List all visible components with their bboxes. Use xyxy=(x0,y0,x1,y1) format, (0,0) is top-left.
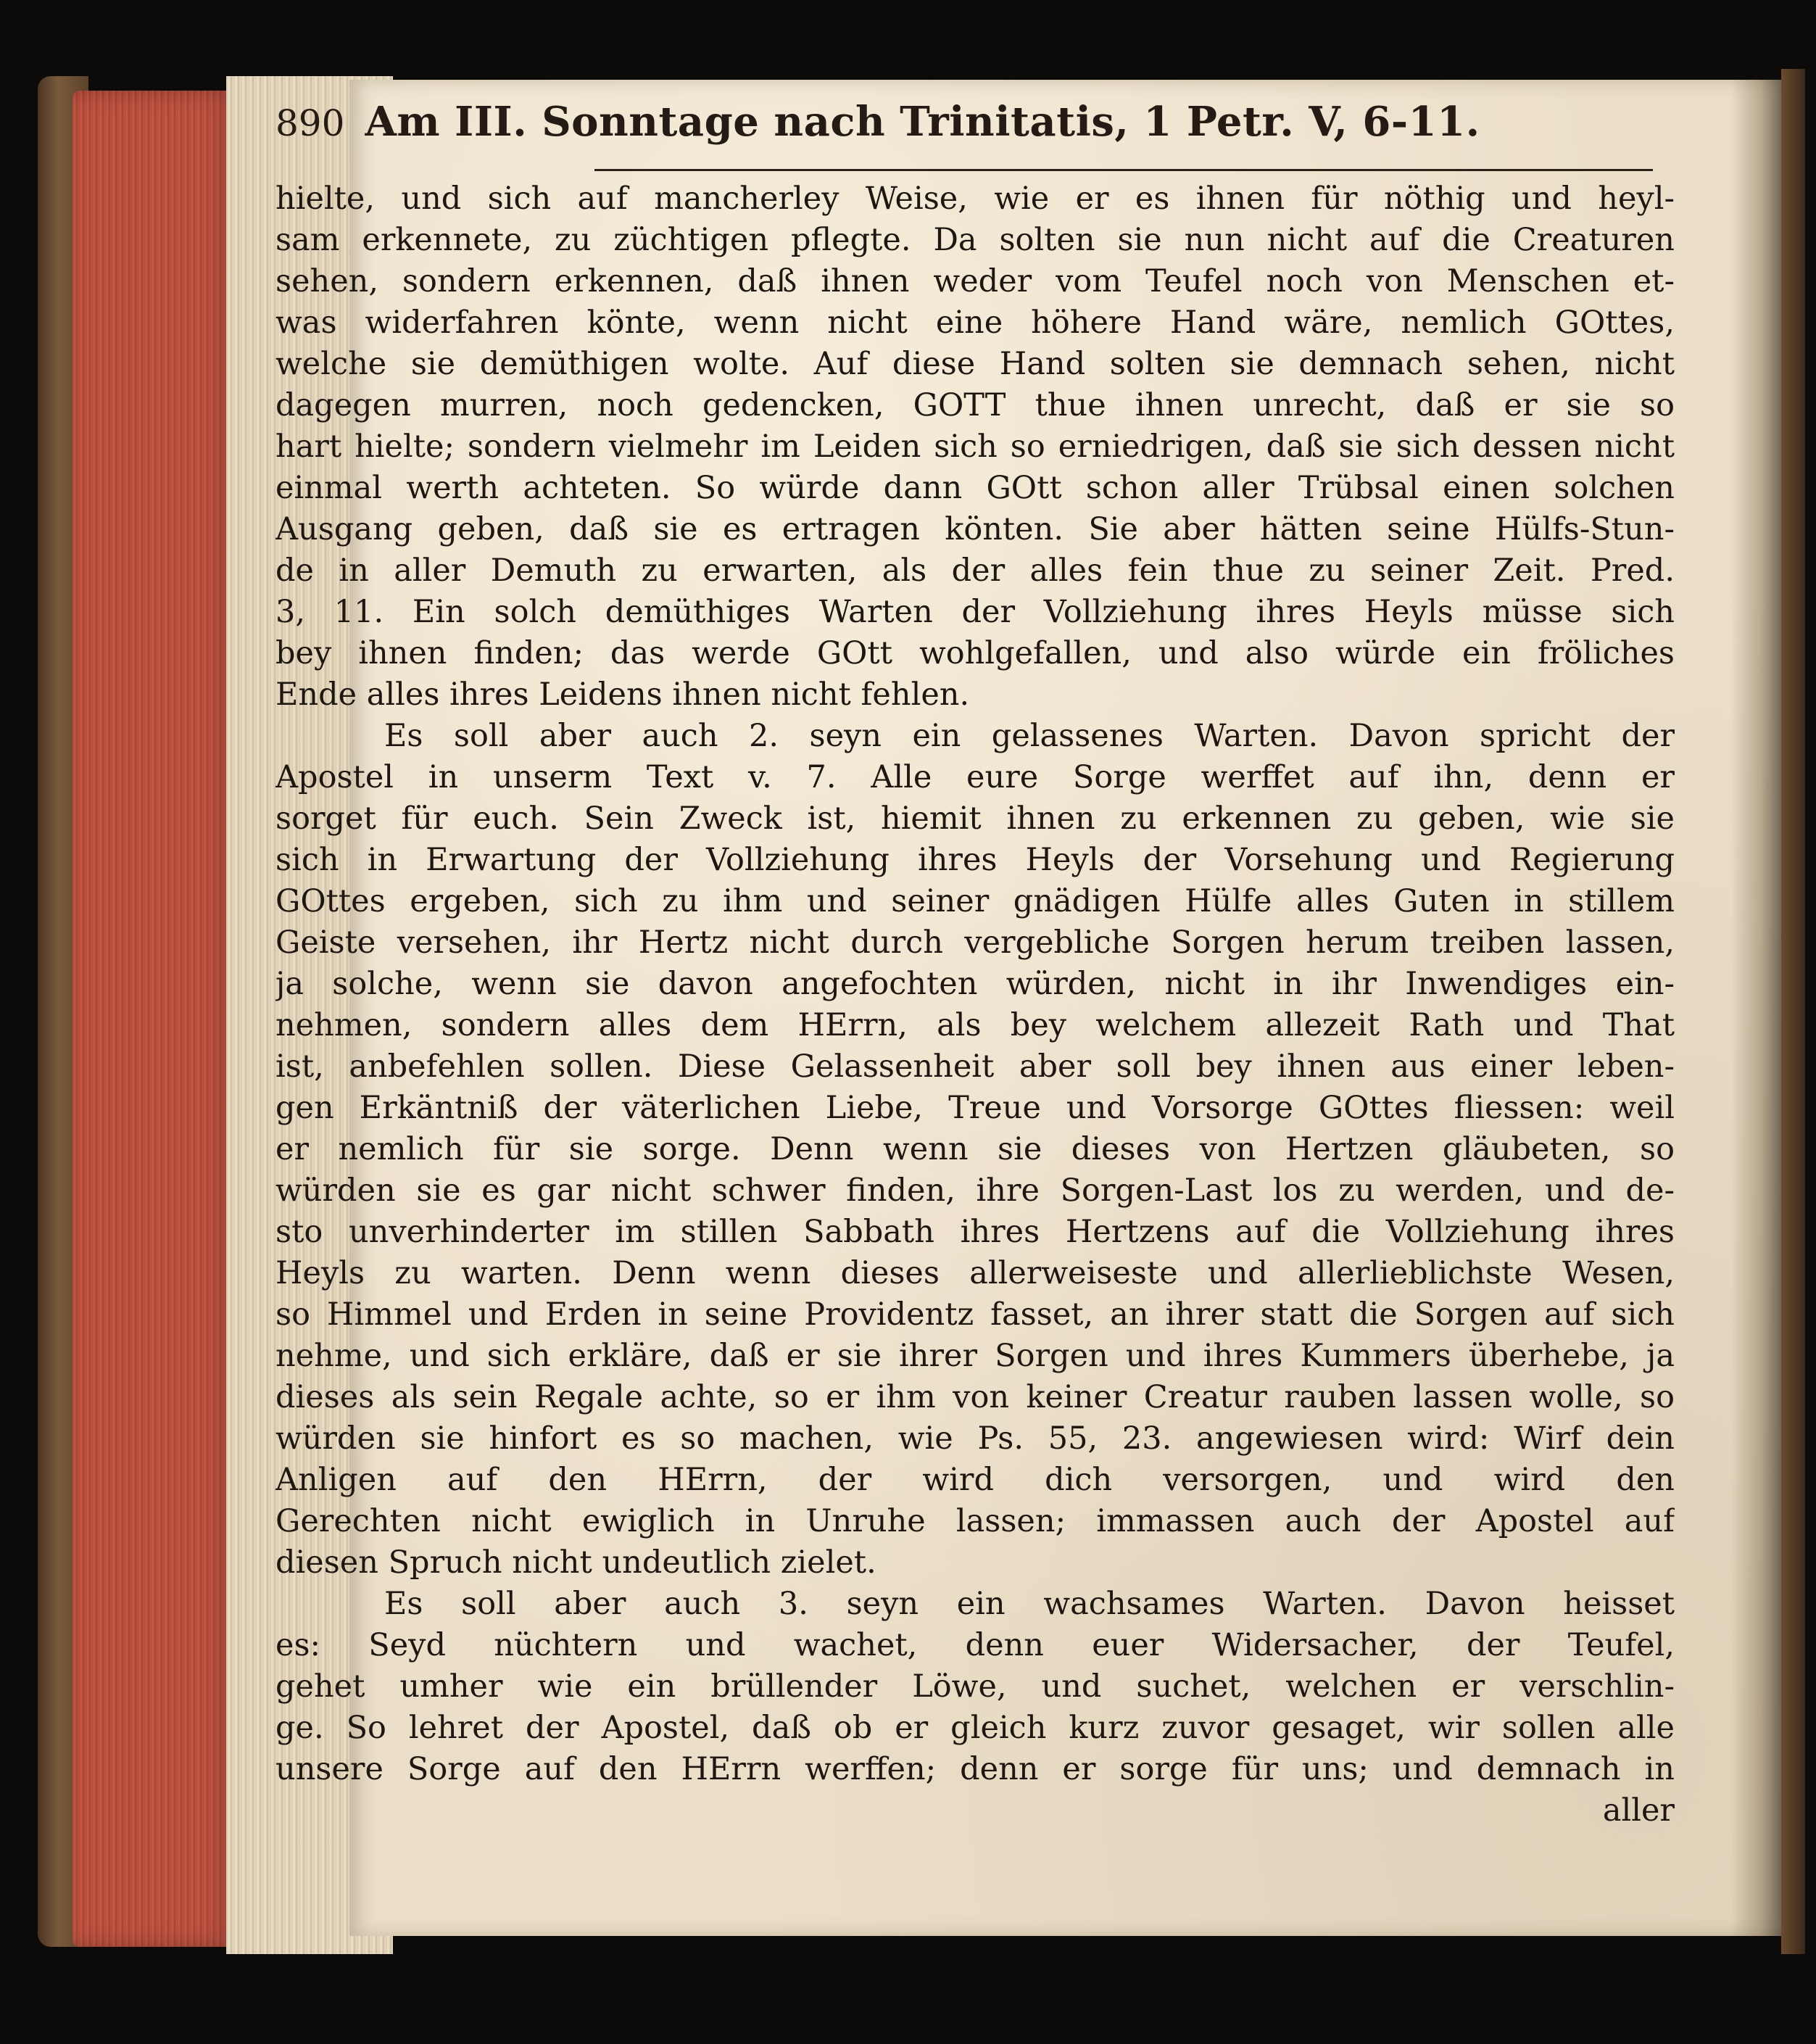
text-line: sehen, sondern erkennen, daß ihnen weder vom Teufel noch von Menschen et- xyxy=(275,263,1675,299)
catchword: aller xyxy=(1602,1792,1675,1829)
text-line: unsere Sorge auf den HErrn werffen; denn er sorge für uns; und demnach in xyxy=(275,1751,1675,1787)
paragraph-start-line: Es soll aber auch 2. seyn ein gelassenes Warten. Davon spricht der xyxy=(384,718,1675,754)
text-line: gehet umher wie ein brüllender Löwe, und suchet, welchen er verschlin- xyxy=(275,1668,1675,1705)
text-line: so Himmel und Erden in seine Providentz fasset, an ihrer statt die Sorgen auf sich xyxy=(275,1296,1675,1333)
page-gutter xyxy=(1730,80,1781,1936)
text-line: hielte, und sich auf mancherley Weise, wie er es ihnen für nöthig und heyl- xyxy=(275,181,1675,217)
text-line: es: Seyd nüchtern und wachet, denn euer Widersacher, der Teufel, xyxy=(275,1627,1675,1663)
text-line: ist, anbefehlen sollen. Diese Gelassenheit aber soll bey ihnen aus einer leben- xyxy=(275,1048,1675,1085)
text-line: Ende alles ihres Leidens ihnen nicht fehlen. xyxy=(275,676,970,713)
text-line: ja solche, wenn sie davon angefochten würden, nicht in ihr Inwendiges ein- xyxy=(275,966,1675,1002)
text-line: sto unverhinderter im stillen Sabbath ihres Hertzens auf die Vollziehung ihres xyxy=(275,1214,1675,1250)
text-line: Anligen auf den HErrn, der wird dich versorgen, und wird den xyxy=(275,1462,1675,1498)
text-line: nehme, und sich erkläre, daß er sie ihrer Sorgen und ihres Kummers überhebe, ja xyxy=(275,1338,1675,1374)
text-line: Ausgang geben, daß sie es ertragen könten. Sie aber hätten seine Hülfs-Stun- xyxy=(275,511,1675,547)
text-line: sich in Erwartung der Vollziehung ihres Heyls der Vorsehung und Regierung xyxy=(275,842,1675,878)
text-line: Heyls zu warten. Denn wenn dieses allerweiseste und allerlieblichste Wesen, xyxy=(275,1255,1675,1291)
text-line: hart hielte; sondern vielmehr im Leiden sich so erniedrigen, daß sie sich dessen nicht xyxy=(275,429,1675,465)
text-line: gen Erkäntniß der väterlichen Liebe, Treue und Vorsorge GOttes fliessen: weil xyxy=(275,1090,1675,1126)
text-line: bey ihnen finden; das werde GOtt wohlgefallen, und also würde ein fröliches xyxy=(275,635,1675,671)
text-line: de in aller Demuth zu erwarten, als der alles fein thue zu seiner Zeit. Pred. xyxy=(275,553,1675,589)
text-line: ge. So lehret der Apostel, daß ob er gleich kurz zuvor gesaget, wir sollen alle xyxy=(275,1710,1675,1746)
page-number: 890 xyxy=(275,102,345,144)
text-line: sam erkennete, zu züchtigen pflegte. Da solten sie nun nicht auf die Creaturen xyxy=(275,222,1675,258)
text-line: GOttes ergeben, sich zu ihm und seiner gnädigen Hülfe alles Guten in stillem xyxy=(275,883,1675,919)
text-line: Gerechten nicht ewiglich in Unruhe lassen; immassen auch der Apostel auf xyxy=(275,1503,1675,1539)
text-line: nehmen, sondern alles dem HErrn, als bey welchem allezeit Rath und That xyxy=(275,1007,1675,1043)
text-line: dagegen murren, noch gedencken, GOTT thue ihnen unrecht, daß er sie so xyxy=(275,387,1675,423)
text-line: einmal werth achteten. So würde dann GOtt schon aller Trübsal einen solchen xyxy=(275,470,1675,506)
text-line: diesen Spruch nicht undeutlich zielet. xyxy=(275,1544,876,1581)
right-cover-edge xyxy=(1781,69,1805,1954)
text-line: Apostel in unserm Text v. 7. Alle eure Sorge werffet auf ihn, denn er xyxy=(275,759,1675,795)
text-line: welche sie demüthigen wolte. Auf diese Hand solten sie demnach sehen, nicht xyxy=(275,346,1675,382)
text-line: sorget für euch. Sein Zweck ist, hiemit ihnen zu erkennen zu geben, wie sie xyxy=(275,800,1675,837)
text-line: er nemlich für sie sorge. Denn wenn sie dieses von Hertzen gläubeten, so xyxy=(275,1131,1675,1167)
text-line: was widerfahren könte, wenn nicht eine höhere Hand wäre, nemlich GOttes, xyxy=(275,305,1675,341)
text-line: Geiste versehen, ihr Hertz nicht durch vergebliche Sorgen herum treiben lassen, xyxy=(275,924,1675,961)
paragraph-start-line: Es soll aber auch 3. seyn ein wachsames Warten. Davon heisset xyxy=(384,1586,1675,1622)
header-rule xyxy=(594,169,1653,171)
text-line: würden sie es gar nicht schwer finden, ihre Sorgen-Last los zu werden, und de- xyxy=(275,1172,1675,1209)
page-header xyxy=(275,98,1675,156)
text-line: würden sie hinfort es so machen, wie Ps. 55, 23. angewiesen wird: Wirf dein xyxy=(275,1420,1675,1457)
text-line: 3, 11. Ein solch demüthiges Warten der Vollziehung ihres Heyls müsse sich xyxy=(275,594,1675,630)
text-line: dieses als sein Regale achte, so er ihm von keiner Creatur rauben lassen wolle, so xyxy=(275,1379,1675,1415)
running-title: Am III. Sonntage nach Trinitatis, 1 Petr. V, 6-11. xyxy=(365,98,1480,146)
red-page-edges xyxy=(72,91,239,1947)
body-text xyxy=(275,178,1675,1832)
